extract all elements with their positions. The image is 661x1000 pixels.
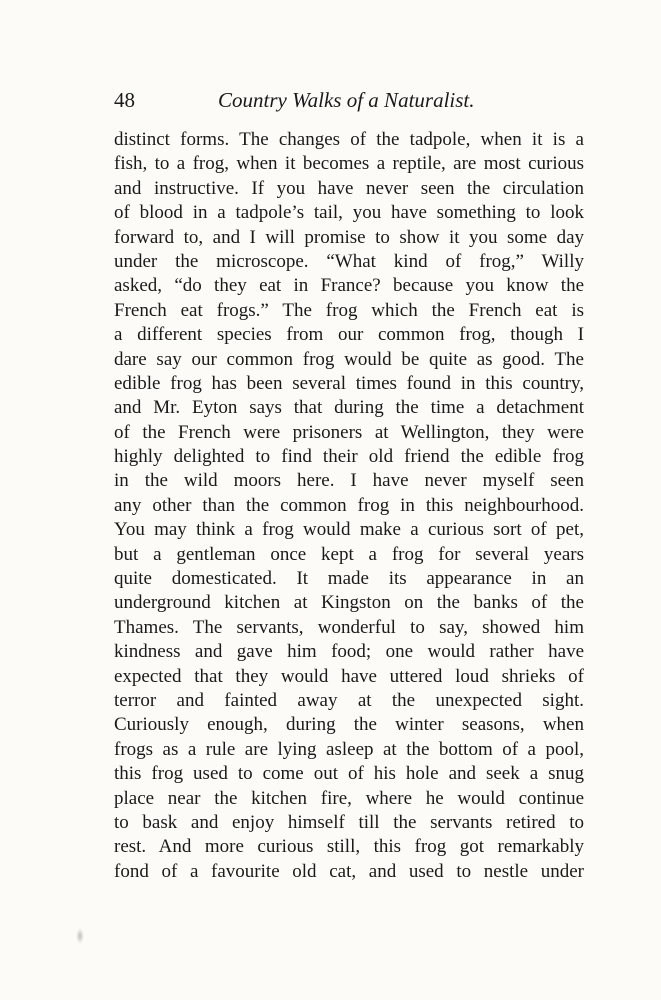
text-line: edible frog has been several times found in this country, bbox=[114, 372, 584, 394]
text-line: place near the kitchen fire, where he would continue bbox=[114, 787, 584, 809]
text-line: of blood in a tadpole’s tail, you have something to look bbox=[114, 202, 584, 224]
page-number: 48 bbox=[114, 88, 135, 112]
text-line: quite domesticated. It made its appearance in an bbox=[114, 568, 584, 590]
text-line: under the microscope. “What kind of frog,” Willy bbox=[114, 250, 584, 272]
text-line: kindness and gave him food; one would rather have bbox=[114, 641, 584, 663]
text-line: Curiously enough, during the winter seasons, when bbox=[114, 714, 584, 736]
text-line: Thames. The servants, wonderful to say, showed him bbox=[114, 616, 584, 638]
text-line: this frog used to come out of his hole and seek a snug bbox=[114, 763, 584, 785]
text-line: frogs as a rule are lying asleep at the bottom of a pool, bbox=[114, 738, 584, 760]
text-line: any other than the common frog in this neighbourhood. bbox=[114, 494, 584, 516]
text-line: and Mr. Eyton says that during the time a detachment bbox=[114, 397, 584, 419]
body-text bbox=[114, 128, 584, 884]
text-line: and instructive. If you have never seen the circulation bbox=[114, 177, 584, 199]
text-line: distinct forms. The changes of the tadpole, when it is a bbox=[114, 129, 584, 150]
text-line: You may think a frog would make a curious sort of pet, bbox=[114, 519, 584, 541]
text-line: to bask and enjoy himself till the servants retired to bbox=[114, 811, 584, 833]
text-line: of the French were prisoners at Wellington, they were bbox=[114, 421, 584, 443]
text-line: fish, to a frog, when it becomes a reptile, are most curious bbox=[114, 153, 584, 175]
running-title: Country Walks of a Naturalist. bbox=[218, 88, 475, 112]
text-line: asked, “do they eat in France? because you know the bbox=[114, 275, 584, 297]
text-line: terror and fainted away at the unexpected sight. bbox=[114, 689, 584, 711]
text-line: a different species from our common frog, though I bbox=[114, 324, 584, 346]
ink-smudge bbox=[76, 928, 84, 944]
page-header bbox=[114, 88, 584, 118]
text-line: French eat frogs.” The frog which the French eat is bbox=[114, 299, 584, 321]
text-line: rest. And more curious still, this frog got remarkably bbox=[114, 836, 584, 858]
text-line: forward to, and I will promise to show it you some day bbox=[114, 226, 584, 248]
text-line: but a gentleman once kept a frog for several years bbox=[114, 543, 584, 565]
text-line: highly delighted to find their old friend the edible frog bbox=[114, 446, 584, 468]
text-line: in the wild moors here. I have never myself seen bbox=[114, 470, 584, 492]
text-line: dare say our common frog would be quite as good. The bbox=[114, 348, 584, 370]
text-line: underground kitchen at Kingston on the banks of the bbox=[114, 592, 584, 614]
text-line: expected that they would have uttered loud shrieks of bbox=[114, 665, 584, 687]
text-line: fond of a favourite old cat, and used to nestle under bbox=[114, 860, 584, 882]
